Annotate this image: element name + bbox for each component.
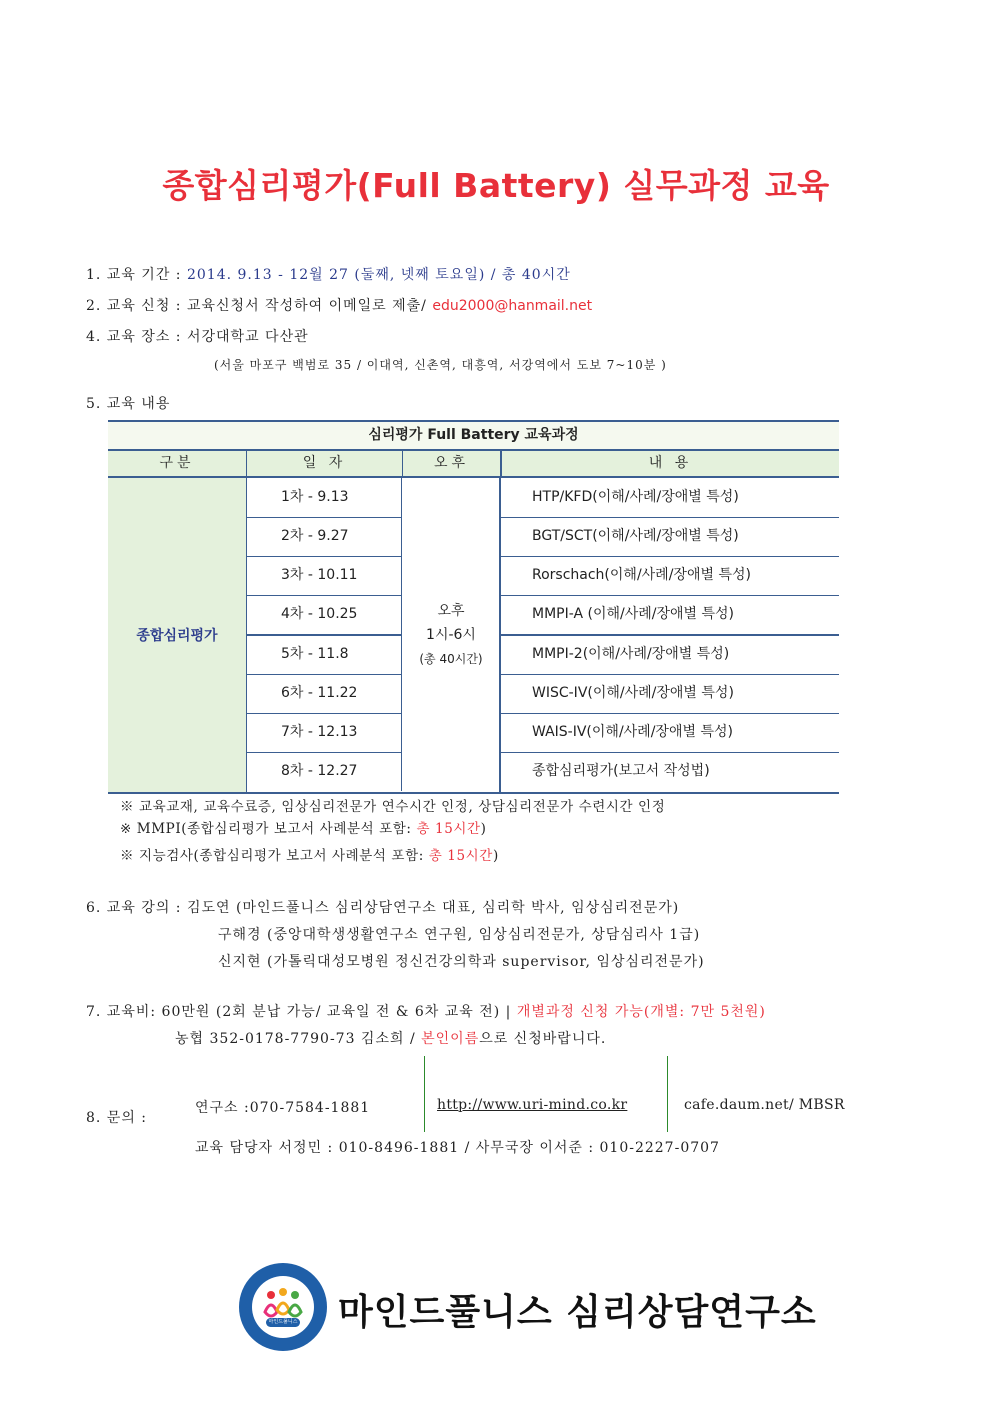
row-divider: [501, 713, 839, 714]
row-content: Rorschach(이해/사례/장애별 특성): [532, 567, 751, 583]
row-divider: [247, 634, 402, 636]
table-body: [108, 478, 839, 794]
table-row: [247, 478, 839, 517]
note-3-hours: 총 15시간: [428, 848, 493, 864]
row-content: WAIS-IV(이해/사례/장애별 특성): [532, 724, 733, 740]
table-row: [247, 595, 839, 634]
note-3: [120, 844, 499, 864]
row-content: MMPI-A (이해/사례/장애별 특성): [532, 606, 735, 622]
contact-label: 8. 문의 :: [86, 1110, 148, 1126]
row-divider: [501, 556, 839, 557]
apply-label: 2. 교육 신청 : 교육신청서 작성하여 이메일로 제출/: [86, 298, 433, 314]
logo-icon: [238, 1262, 328, 1352]
row-content: BGT/SCT(이해/사례/장애별 특성): [532, 528, 739, 544]
contact-url[interactable]: http://www.uri-mind.co.kr: [437, 1097, 628, 1113]
table-row: [247, 517, 839, 556]
row-content: HTP/KFD(이해/사례/장애별 특성): [532, 489, 739, 505]
header-category: 구분: [108, 451, 247, 476]
period-value: 2014. 9.13 - 12월 27 (둘째, 넷째 토요일) / 총 40시간: [186, 267, 571, 283]
time-line-3: (총 40시간): [419, 652, 483, 666]
logo-badge-text: 마인드풀니스: [268, 1319, 298, 1325]
place-line: 4. 교육 장소 : 서강대학교 다산관: [86, 329, 309, 345]
row-content: 종합심리평가(보고서 작성법): [532, 763, 710, 779]
note-3-text: ※ 지능검사(종합심리평가 보고서 사례분석 포함:: [120, 848, 429, 864]
period-label: 1. 교육 기간 :: [86, 267, 187, 283]
divider-line: [667, 1056, 668, 1132]
row-divider: [247, 674, 402, 675]
row-divider: [247, 517, 402, 518]
row-date: 3차 - 10.11: [247, 556, 402, 595]
header-date: 일 자: [247, 451, 403, 476]
row-date: 4차 - 10.25: [247, 595, 402, 634]
note-2: [120, 817, 487, 837]
time-line-1: 오후: [437, 603, 465, 619]
note-1: ※ 교육교재, 교육수료증, 임상심리전문가 연수시간 인정, 상담심리전문가 수련시간 인정: [120, 799, 666, 815]
fee-individual: 개별과정 신청 가능(개별: 7만 5천원): [516, 1004, 766, 1020]
row-divider: [501, 517, 839, 518]
row-divider: [247, 556, 402, 557]
table-row: [247, 556, 839, 595]
fee-line: [86, 1001, 766, 1021]
table-title: 심리평가 Full Battery 교육과정: [108, 420, 839, 451]
row-divider: [501, 674, 839, 675]
logo-emblem: [238, 1262, 328, 1352]
lecturer-line-1: 6. 교육 강의 : 김도연 (마인드풀니스 심리상담연구소 대표, 심리학 박사, 임상심리전문가): [86, 900, 680, 916]
table-row: [247, 752, 839, 791]
row-date: 6차 - 11.22: [247, 674, 402, 713]
row-divider: [247, 595, 402, 596]
apply-line: [86, 295, 592, 315]
note-2-text: ※ MMPI(종합심리평가 보고서 사례분석 포함:: [120, 821, 417, 837]
lecturer-line-2: 구해경 (중앙대학생생활연구소 연구원, 임상심리전문가, 상담심리사 1급): [218, 927, 701, 943]
fee-text: 7. 교육비: 60만원 (2회 분납 가능/ 교육일 전 & 6차 교육 전) |: [86, 1004, 517, 1020]
bank-end: 으로 신청바랍니다.: [479, 1031, 607, 1047]
row-date: 5차 - 11.8: [247, 635, 402, 674]
divider-line: [424, 1056, 425, 1132]
lecturer-line-3: 신지현 (가톨릭대성모병원 정신건강의학과 supervisor, 임상심리전문가): [218, 954, 705, 970]
category-cell: 종합심리평가: [108, 478, 247, 792]
table-header-row: [108, 451, 839, 478]
note-3-close: ): [492, 848, 499, 864]
bank-name-note: 본인이름: [421, 1031, 480, 1047]
place-detail: (서울 마포구 백범로 35 / 이대역, 신촌역, 대흥역, 서강역에서 도보 7~10분 ): [214, 358, 667, 372]
header-content: 내 용: [501, 451, 839, 476]
header-time: 오후: [403, 451, 501, 476]
row-divider: [501, 595, 839, 596]
period-line: [86, 264, 571, 284]
note-2-hours: 총 15시간: [416, 821, 481, 837]
row-date: 1차 - 9.13: [247, 478, 402, 517]
logo-name: 마인드풀니스 심리상담연구소: [338, 1292, 817, 1333]
row-divider: [247, 752, 402, 753]
row-divider: [247, 713, 402, 714]
contact-cafe: cafe.daum.net/ MBSR: [684, 1097, 845, 1113]
content-label: 5. 교육 내용: [86, 396, 171, 412]
page-title: 종합심리평가(Full Battery) 실무과정 교육: [162, 166, 830, 205]
curriculum-table: [108, 420, 839, 794]
contact-phone: 연구소 :070-7584-1881: [195, 1100, 371, 1116]
table-row: [247, 674, 839, 713]
row-divider: [501, 634, 839, 636]
row-date: 7차 - 12.13: [247, 713, 402, 752]
note-2-close: ): [480, 821, 487, 837]
table-row: [247, 713, 839, 752]
contact-staff: 교육 담당자 서정민 : 010-8496-1881 / 사무국장 이서준 : 010-2227-0707: [195, 1140, 720, 1156]
row-date: 2차 - 9.27: [247, 517, 402, 556]
table-row: [247, 635, 839, 674]
row-divider: [501, 752, 839, 753]
apply-email[interactable]: edu2000@hanmail.net: [432, 298, 593, 314]
row-content: WISC-IV(이해/사례/장애별 특성): [532, 685, 734, 701]
time-line-2: 1시-6시: [426, 627, 476, 643]
row-date: 8차 - 12.27: [247, 752, 402, 791]
row-content: MMPI-2(이해/사례/장애별 특성): [532, 646, 730, 662]
bank-text: 농협 352-0178-7790-73 김소희 /: [175, 1031, 422, 1047]
bank-line: [175, 1028, 606, 1048]
